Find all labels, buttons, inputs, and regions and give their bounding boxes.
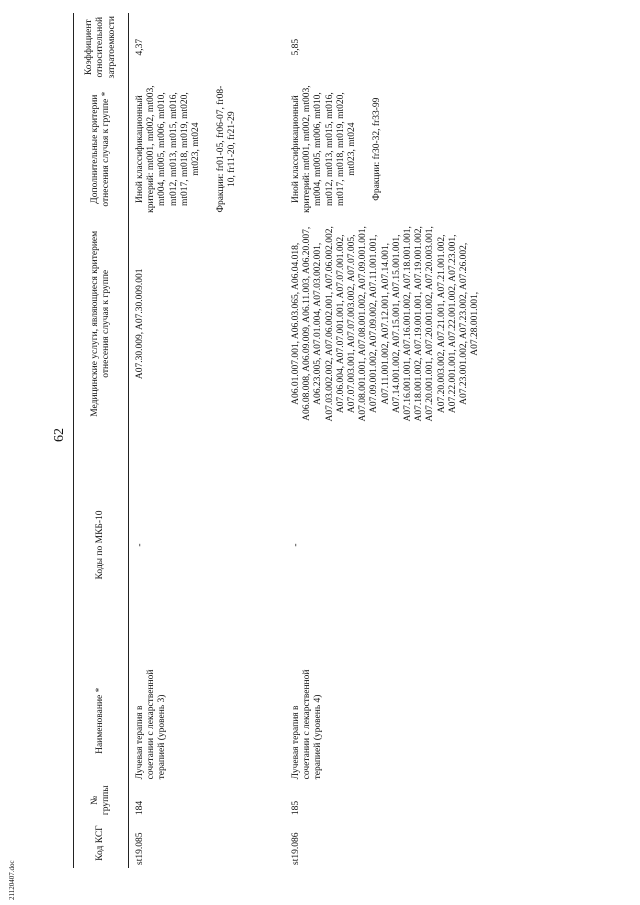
header-coefficient: Коэффициент относительной затратоемкости: [74, 13, 129, 81]
classification-criteria: Иной классификационный критерий: mt001, mt002, mt003, mt004, mt005, mt006, mt010, mt012, mt013, mt015, mt016, mt017, mt018, mt019, mt020, mt023, mt024: [135, 85, 202, 213]
cell-name: Лучевая терапия в сочетании с лекарственной терапией (уровень 4): [291, 669, 324, 780]
header-medical-services: Медицинские услуги, являющиеся критерием отнесения случая к группе: [74, 217, 129, 431]
table-row: [285, 13, 591, 868]
header-group-number: № группы: [74, 782, 129, 818]
classification-criteria: Иной классификационный критерий: mt001, mt002, mt003, mt004, mt005, mt006, mt010, mt012, mt013, mt015, mt016, mt017, mt018, mt019, mt020, mt023, mt024: [291, 85, 358, 213]
cell-name: Лучевая терапия в сочетании с лекарственной терапией (уровень 3): [135, 669, 168, 780]
cell-coefficient: 5,85: [291, 38, 301, 56]
cell-kod: st19.085: [135, 832, 145, 865]
header-mkb-codes: Коды по МКБ-10: [74, 431, 129, 659]
cell-group-number: 185: [291, 800, 301, 816]
header-name: Наименование *: [74, 659, 129, 782]
cell-medical-services: A06.01.007.001, A06.03.065, A06.04.018, A06.08.008, A06.09.009, A06.11.003, A06.20.007, A06.23.005, A07.01.004, A07.03.002.001, A07.03.002.002, A07.06.002.001, A07.06.002.002, A07.06.004, A07.07.001.001, A07.07.001.002, A07.07.003.001, A07.07.003.002, A07.07.005, A07.08.001.001, A07.08.001.002, A07.09.001.001, A07.09.001.002, A07.09.002, A07.11.001.001, A07.11.001.002, A07.12.001, A07.14.001, A07.14.001.002, A07.15.001, A07.15.001.001, A07.16.001.001, A07.16.001.002, A07.18.001.001, A07.18.001.002, A07.19.001.001, A07.19.001.002, A07.20.001.001, A07.20.001.002, A07.20.003.001, A07.20.003.002, A07.21.001, A07.21.001.002, A07.22.001.001, A07.22.001.002, A07.23.001, A07.23.001.002, A07.23.002, A07.26.002, A07.28.001.001,: [291, 226, 481, 422]
document-id: 21120407.doc: [8, 860, 16, 900]
cell-mkb-codes: -: [135, 543, 145, 547]
cell-additional-criteria: [285, 81, 591, 216]
table-header: [74, 13, 129, 868]
cell-coefficient: 4,37: [135, 38, 145, 56]
table-row: [129, 13, 286, 868]
ksg-table-rotated: [73, 13, 633, 868]
cell-additional-criteria: [129, 81, 286, 216]
cell-medical-services: A07.30.009, A07.30.009.001: [135, 268, 145, 380]
page-number: 62: [52, 428, 67, 442]
fractions-criteria: Фракции: fr30-32, fr33-99: [372, 97, 383, 201]
fractions-criteria: Фракции: fr01-05, fr06-07, fr08-10, fr11-20, fr21-29: [216, 85, 238, 213]
header-additional-criteria: Дополнительные критерии отнесения случая к группе *: [74, 81, 129, 216]
cell-kod: st19.086: [291, 832, 301, 865]
cell-mkb-codes: -: [291, 543, 301, 547]
header-row: [74, 13, 129, 868]
ksg-table: [73, 13, 591, 868]
header-kod: Код КСГ: [74, 818, 129, 868]
cell-group-number: 184: [135, 800, 145, 816]
